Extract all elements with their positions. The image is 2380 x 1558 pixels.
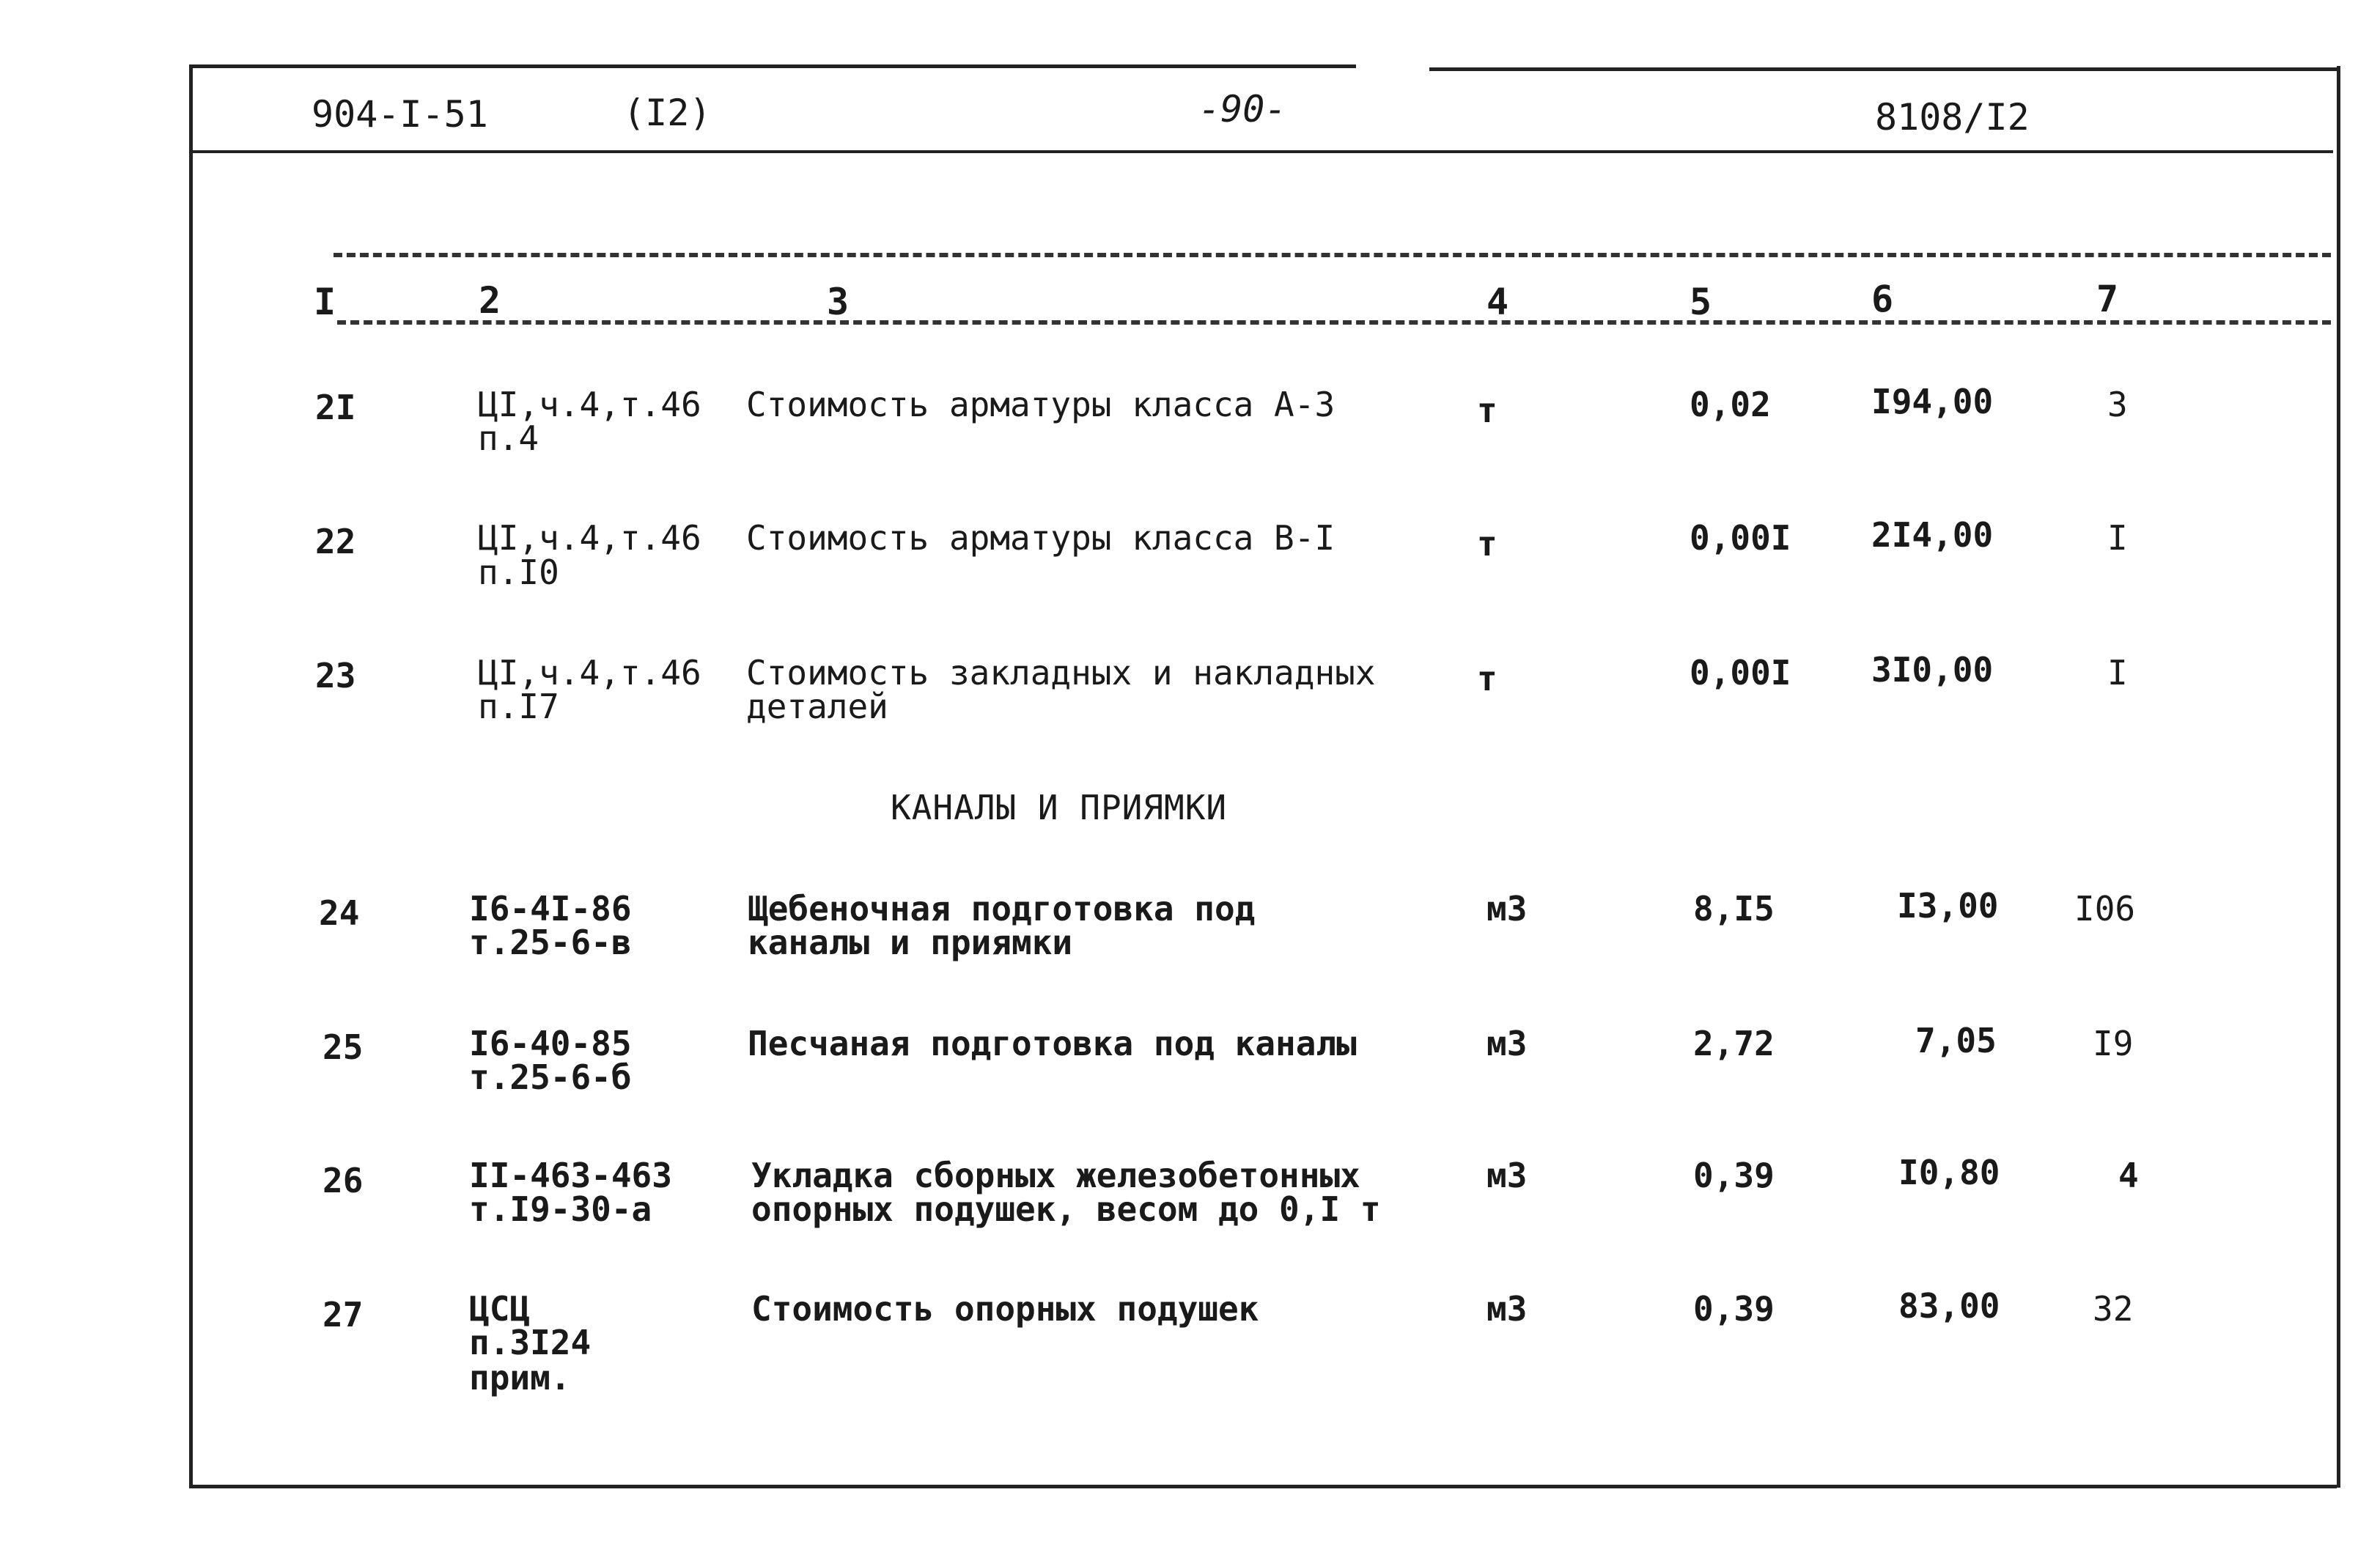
row-reference: т.25-6-в <box>469 923 632 962</box>
row-reference: ЦI,ч.4,т.46 <box>478 653 701 693</box>
row-quantity: 0,39 <box>1693 1289 1775 1329</box>
document-number: 8108/I2 <box>1875 96 2030 139</box>
row-reference: I6-40-85 <box>469 1024 632 1063</box>
row-unit: м3 <box>1486 889 1528 928</box>
row-number: 23 <box>315 656 356 695</box>
row-total: I9 <box>2093 1024 2134 1063</box>
row-number: 26 <box>323 1161 364 1200</box>
row-total: 32 <box>2093 1289 2134 1329</box>
row-reference: ЦI,ч.4,т.46 <box>478 518 701 558</box>
row-price: 83,00 <box>1898 1286 2000 1326</box>
row-unit: т <box>1477 659 1497 698</box>
row-name: деталей <box>746 687 888 726</box>
row-quantity: 0,00I <box>1690 653 1791 693</box>
bottom-border <box>189 1485 2337 1488</box>
row-name: Укладка сборных железобетонных <box>751 1156 1360 1195</box>
row-number: 25 <box>323 1027 364 1067</box>
row-reference: ЦСЦ <box>469 1289 531 1329</box>
section-title: КАНАЛЫ И ПРИЯМКИ <box>891 788 1228 827</box>
document-code: 904-I-51 <box>312 93 488 136</box>
column-number-6: 6 <box>1871 278 1894 320</box>
column-header-top-rule <box>334 253 2331 257</box>
row-unit: т <box>1477 391 1497 430</box>
column-header-bottom-rule <box>337 320 2331 325</box>
row-reference: прим. <box>469 1358 571 1398</box>
row-unit: м3 <box>1486 1289 1528 1329</box>
row-name: Стоимость арматуры класса В-I <box>746 518 1335 558</box>
row-name: Щебеночная подготовка под <box>748 889 1256 928</box>
row-name: Стоимость закладных и накладных <box>746 653 1376 693</box>
row-unit: м3 <box>1486 1024 1528 1063</box>
row-reference: т.25-6-б <box>469 1057 632 1097</box>
row-total: I <box>2107 653 2128 693</box>
row-reference: т.I9-30-а <box>469 1189 652 1229</box>
row-price: I3,00 <box>1897 886 1999 926</box>
page-number: -90- <box>1198 88 1287 130</box>
row-total: 3 <box>2107 385 2128 424</box>
row-reference: ЦI,ч.4,т.46 <box>478 385 701 424</box>
row-price: 7,05 <box>1915 1021 1997 1060</box>
row-quantity: 8,I5 <box>1693 889 1775 928</box>
row-reference: п.3I24 <box>469 1323 592 1362</box>
top-border-right <box>1429 67 2337 71</box>
row-reference: II-463-463 <box>469 1156 672 1195</box>
row-quantity: 0,39 <box>1693 1156 1775 1195</box>
row-unit: т <box>1477 524 1497 564</box>
column-number-4: 4 <box>1486 281 1509 323</box>
row-reference: п.I7 <box>478 687 559 726</box>
row-reference: п.I0 <box>478 553 559 592</box>
row-reference: I6-4I-86 <box>469 889 632 928</box>
row-number: 27 <box>323 1295 364 1334</box>
row-price: 3I0,00 <box>1871 650 1994 690</box>
row-name: Песчаная подготовка под каналы <box>748 1024 1357 1063</box>
page-frame <box>189 66 2340 1488</box>
row-name: Стоимость опорных подушек <box>751 1289 1259 1329</box>
row-total: I06 <box>2074 889 2136 928</box>
row-name: Стоимость арматуры класса А-3 <box>746 385 1335 424</box>
top-border-left <box>189 64 1356 68</box>
row-name: каналы и приямки <box>748 923 1073 962</box>
column-number-5: 5 <box>1690 281 1712 323</box>
row-unit: м3 <box>1486 1156 1528 1195</box>
row-quantity: 0,00I <box>1690 518 1791 558</box>
row-quantity: 2,72 <box>1693 1024 1775 1063</box>
row-total: 4 <box>2118 1156 2139 1195</box>
row-quantity: 0,02 <box>1690 385 1771 424</box>
row-price: 2I4,00 <box>1871 515 1994 555</box>
column-number-7: 7 <box>2096 278 2119 320</box>
row-number: 2I <box>315 388 356 427</box>
row-price: I0,80 <box>1898 1153 2000 1192</box>
row-number: 24 <box>319 893 360 933</box>
row-price: I94,00 <box>1871 382 1994 421</box>
column-number-1: I <box>314 281 336 323</box>
row-number: 22 <box>315 522 356 561</box>
row-total: I <box>2107 518 2128 558</box>
column-number-3: 3 <box>827 281 850 323</box>
row-name: опорных подушек, весом до 0,I т <box>751 1189 1381 1229</box>
row-reference: п.4 <box>478 418 539 458</box>
header-divider <box>193 150 2333 153</box>
column-number-2: 2 <box>479 279 501 322</box>
document-part: (I2) <box>623 92 712 134</box>
